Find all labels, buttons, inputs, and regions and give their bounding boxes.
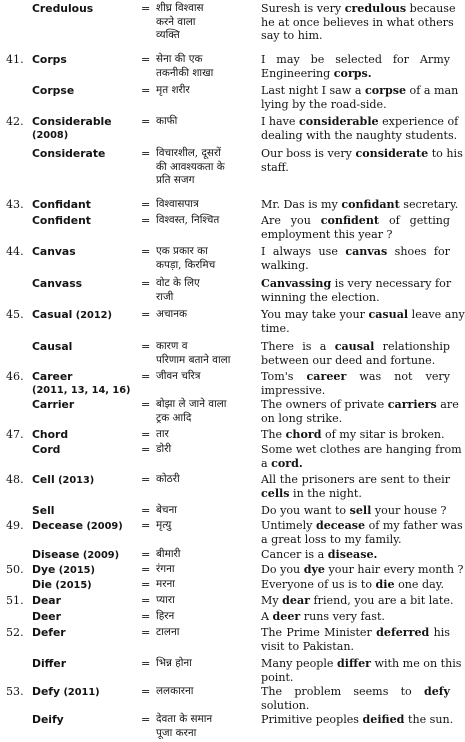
example-sentence [261,245,450,272]
sentence-line: Our boss is very considerate to his [261,147,463,160]
headword-text: Corpse [32,84,75,97]
hindi-line: मृत्यु [156,519,172,531]
sentence-line: Everyone of us is to die one day. [261,578,445,591]
hindi-meaning [156,610,256,624]
sentence-line: Mr. Das is my confidant secretary. [261,198,459,211]
hindi-meaning [156,504,256,518]
example-sentence [261,610,450,624]
example-sentence [261,340,450,367]
entry-number: 43. [6,198,24,211]
sentence-line: Many people differ with me on this [261,657,462,670]
sentence-line: solution. [261,698,310,712]
sentence-line: winning the election. [261,290,380,304]
entry-number: 52. [6,626,24,639]
hindi-meaning [156,198,256,212]
hindi-line: कोठरी [156,473,180,485]
headword-text: Credulous [32,2,94,15]
hindi-meaning [156,370,256,384]
sentence-line: time. [261,321,290,335]
headword [32,245,76,259]
example-sentence [261,277,450,304]
hindi-line: प्यारा [156,594,175,606]
hindi-meaning [156,340,256,367]
headword [32,657,66,671]
headword-text: Canvas [32,245,76,258]
sentence-line: Last night I saw a corpse of a man [261,84,459,97]
hindi-meaning [156,115,256,129]
hindi-meaning [156,53,256,80]
hindi-line: की आवश्यकता के [156,160,225,173]
hindi-meaning [156,214,256,228]
headword [32,685,100,700]
hindi-line: प्रति सजग [156,174,195,187]
equals-sign: = [141,610,151,623]
example-sentence [261,548,450,562]
headword [32,504,55,518]
example-sentence [261,443,462,470]
headword-text: Career [32,370,73,383]
equals-sign: = [141,504,151,517]
sentence-line: Do you dye your hair every month ? [261,563,464,576]
hindi-line: मरना [156,578,175,590]
example-sentence [261,685,450,712]
sentence-line: impressive. [261,383,326,397]
sentence-line: walking. [261,258,309,272]
equals-sign: = [141,2,151,15]
hindi-meaning [156,473,256,487]
example-sentence [261,594,454,608]
headword-text: Cord [32,443,61,456]
hindi-line: ललकारना [156,685,194,697]
hindi-meaning [156,657,256,671]
equals-sign: = [141,84,151,97]
equals-sign: = [141,115,151,128]
hindi-line: भिन्न होना [156,657,192,669]
sentence-line: he at once believes in what others [261,15,454,29]
example-sentence [261,147,463,174]
headword [32,443,60,457]
headword [32,308,112,323]
equals-sign: = [141,370,151,383]
hindi-meaning [156,548,256,562]
hindi-line: तार [156,428,169,440]
equals-sign: = [141,713,151,726]
hindi-line: बीमारी [156,548,181,560]
headword-text: Decease [32,519,84,532]
sentence-line: A deer runs very fast. [261,610,385,623]
headword-text: Deify [32,713,64,726]
equals-sign: = [141,147,151,160]
sentence-line: say to him. [261,29,323,43]
equals-sign: = [141,198,151,211]
entry-number: 45. [6,308,24,321]
hindi-meaning [156,2,256,43]
example-sentence [261,578,450,592]
example-sentence [261,519,463,546]
entry-number: 42. [6,115,24,128]
sentence-line: The problem seems to defy [261,685,450,698]
headword-text: Defer [32,626,66,639]
example-sentence [261,214,450,241]
hindi-line: विश्वस्त, निश्चित [156,214,220,226]
headword-text: Considerate [32,147,106,160]
sentence-line: My dear friend, you are a bit late. [261,594,454,607]
headword-year: (2011) [60,687,100,698]
hindi-line: राजी [156,290,174,303]
headword-text: Confident [32,214,91,227]
hindi-line: पूजा करना [156,726,197,739]
headword-year: (2012) [72,310,112,321]
headword [32,428,68,442]
hindi-line: देवता के समान [156,713,213,725]
hindi-line: हिरन [156,610,175,622]
example-sentence [261,2,456,43]
equals-sign: = [141,340,151,353]
sentence-line: Cancer is a disease. [261,548,378,561]
headword [32,578,92,593]
hindi-meaning [156,563,256,577]
hindi-line: वोट के लिए [156,277,200,289]
equals-sign: = [141,594,151,607]
headword-text: Confidant [32,198,91,211]
headword [32,84,74,98]
sentence-line: a cord. [261,456,303,470]
headword-year: (2008) [32,129,69,141]
hindi-line: तकनीकी शाखा [156,66,214,79]
equals-sign: = [141,428,151,441]
headword-year: (2015) [52,580,92,591]
sentence-line: a great loss to my family. [261,532,402,546]
headword-text: Sell [32,504,55,517]
sentence-line: All the prisoners are sent to their [261,473,450,486]
example-sentence [261,428,450,442]
hindi-line: टालना [156,626,180,638]
hindi-line: सेना की एक [156,53,203,65]
sentence-line: I always use canvas shoes for [261,245,450,258]
equals-sign: = [141,277,151,290]
example-sentence [261,198,459,212]
example-sentence [261,657,462,684]
sentence-line: lying by the road-side. [261,97,387,111]
sentence-line: Suresh is very credulous because [261,2,456,15]
hindi-meaning [156,308,256,322]
headword-year: (2013) [54,475,95,486]
headword-year: (2009) [79,550,120,561]
equals-sign: = [141,308,151,321]
equals-sign: = [141,685,151,698]
hindi-meaning [156,578,256,592]
headword [32,473,94,488]
hindi-line: शीघ्र विश्वास [156,2,204,14]
hindi-line: परिणाम बताने वाला [156,353,231,366]
headword-text: Differ [32,657,67,670]
entry-number: 46. [6,370,24,383]
sentence-line: I have considerable experience of [261,115,459,128]
headword-text: Chord [32,428,69,441]
hindi-line: मृत शरीर [156,84,190,96]
entry-number: 41. [6,53,24,66]
equals-sign: = [141,443,151,456]
headword-text: Carrier [32,398,75,411]
headword [32,340,72,354]
hindi-line: बेचना [156,504,177,516]
hindi-line: अचानक [156,308,187,320]
headword-text: Dye [32,563,56,576]
headword-text: Cell [32,473,55,486]
headword-year: (2011, 13, 14, 16) [32,384,131,396]
hindi-line: जीवन चरित्र [156,370,201,382]
headword [32,147,105,161]
entry-number: 49. [6,519,24,532]
hindi-line: काफी [156,115,178,127]
sentence-line: The Prime Minister deferred his [261,626,450,639]
equals-sign: = [141,519,151,532]
sentence-line: on long strike. [261,411,343,425]
headword [32,2,93,16]
hindi-meaning [156,84,256,98]
equals-sign: = [141,245,151,258]
headword-text: Dear [32,594,61,607]
hindi-meaning [156,245,256,272]
headword-text: Considerable [32,115,112,128]
headword-text: Causal [32,340,73,353]
headword-text: Canvass [32,277,83,290]
sentence-line: The chord of my sitar is broken. [261,428,445,441]
headword [32,594,61,608]
headword [32,198,91,212]
entry-number: 51. [6,594,24,607]
equals-sign: = [141,578,151,591]
equals-sign: = [141,626,151,639]
example-sentence [261,626,450,653]
sentence-line: You may take your casual leave any [261,308,465,321]
hindi-line: एक प्रकार का [156,245,208,257]
headword-year: (2015) [55,565,95,576]
equals-sign: = [141,53,151,66]
headword-text: Disease [32,548,80,561]
sentence-line: staff. [261,160,289,174]
sentence-line: Some wet clothes are hanging from [261,443,462,456]
sentence-line: visit to Pakistan. [261,639,354,653]
headword-year: (2009) [83,521,123,532]
headword [32,115,112,142]
hindi-meaning [156,626,256,640]
example-sentence [261,504,450,518]
sentence-line: Canvassing is very necessary for [261,277,452,290]
sentence-line: There is a causal relationship [261,340,450,353]
entry-number: 50. [6,563,24,576]
example-sentence [261,713,454,727]
sentence-line: Do you want to sell your house ? [261,504,447,517]
hindi-line: बोझा ले जाने वाला [156,398,227,410]
sentence-line: Tom's career was not very [261,370,450,383]
headword-text: Deer [32,610,61,623]
headword [32,626,66,640]
headword [32,214,91,228]
equals-sign: = [141,398,151,411]
sentence-line: between our deed and fortune. [261,353,436,367]
equals-sign: = [141,657,151,670]
hindi-line: कपड़ा, किरमिच [156,258,216,271]
sentence-line: employment this year ? [261,227,393,241]
sentence-line: The owners of private carriers are [261,398,459,411]
sentence-line: cells in the night. [261,486,362,500]
hindi-meaning [156,398,256,425]
sentence-line: dealing with the naughty students. [261,128,458,142]
hindi-meaning [156,519,256,533]
hindi-line: रंगना [156,563,175,575]
hindi-line: व्यक्ति [156,29,180,42]
sentence-line: Engineering corps. [261,66,372,80]
hindi-line: डोरी [156,443,172,455]
equals-sign: = [141,473,151,486]
headword-text: Casual [32,308,73,321]
headword [32,398,74,412]
example-sentence [261,53,450,80]
headword [32,610,61,624]
hindi-meaning [156,685,256,699]
headword [32,519,123,534]
headword [32,548,119,563]
example-sentence [261,308,465,335]
hindi-meaning [156,443,256,457]
example-sentence [261,563,464,577]
hindi-line: ट्रक आदि [156,411,192,424]
hindi-line: विश्वासपात्र [156,198,199,210]
hindi-line: कारण व [156,340,188,352]
hindi-meaning [156,428,256,442]
entry-number: 53. [6,685,24,698]
headword [32,53,67,67]
headword [32,563,95,578]
hindi-line: करने वाला [156,15,196,28]
sentence-line: I may be selected for Army [261,53,450,66]
headword [32,713,64,727]
equals-sign: = [141,563,151,576]
sentence-line: Are you confident of getting [261,214,451,227]
entry-number: 48. [6,473,24,486]
example-sentence [261,398,459,425]
example-sentence [261,473,450,500]
entry-number: 44. [6,245,24,258]
sentence-line: point. [261,670,294,684]
headword-text: Die [32,578,52,591]
equals-sign: = [141,548,151,561]
hindi-line: विचारशील, दूसरों [156,147,221,159]
headword [32,370,131,397]
hindi-meaning [156,713,256,740]
hindi-meaning [156,147,256,188]
hindi-meaning [156,277,256,304]
entry-number: 47. [6,428,24,441]
hindi-meaning [156,594,256,608]
equals-sign: = [141,214,151,227]
example-sentence [261,84,459,111]
headword-text: Defy [32,685,61,698]
example-sentence [261,115,459,142]
sentence-line: Primitive peoples deified the sun. [261,713,454,726]
sentence-line: Untimely decease of my father was [261,519,463,532]
example-sentence [261,370,450,397]
headword-text: Corps [32,53,67,66]
headword [32,277,82,291]
